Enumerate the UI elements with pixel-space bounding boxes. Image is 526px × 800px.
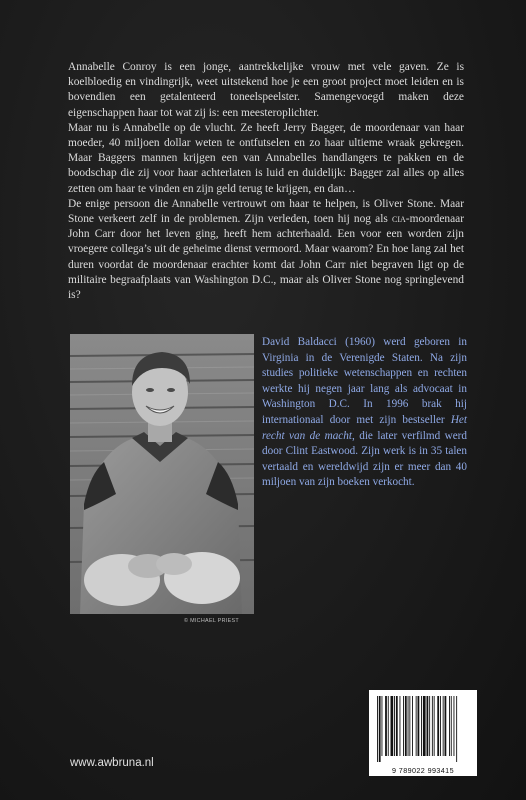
barcode-bar [454,696,455,756]
barcode-bar [394,696,395,756]
barcode-bar [388,696,389,756]
barcode-bar [391,696,394,756]
barcode-bar [377,696,378,762]
barcode-bars [369,690,477,766]
barcode-bar [379,696,381,762]
barcode-bar [445,696,447,756]
barcode-bar [456,696,457,762]
barcode-bar [434,696,435,756]
blurb-p3-end: -moordenaar John Carr door het leven ging, heeft hem achterhaald. Een voor een worden zijn vroegere collega’s uit de geheime dienst vermoord. Maar waarom? En hoe lang zal het duren voordat de moordenaar erachter komt dat John Carr niet begraven ligt op de militaire begraafplaats van Washington D.C., maar als Oliver Stone nog springlevend is? [68,213,464,302]
photo-credit: © MICHAEL PRIEST [184,618,239,624]
isbn-barcode [369,690,477,776]
barcode-bar [408,696,409,756]
author-bio [262,335,467,491]
isbn-number: 9 789022 993415 [392,766,454,775]
barcode-bar [437,696,439,756]
publisher-website: www.awbruna.nl [70,757,154,769]
author-bio-text-2: , die later verfilmd werd door Clint Eastwood. Zijn werk is in 35 talen vertaald en wereldwijd zijn er meer dan 40 miljoen van zijn boeken verkocht. [262,429,468,489]
barcode-bar [443,696,444,756]
barcode-bar [412,696,413,756]
barcode-bar [385,696,387,756]
barcode-bar [429,696,430,756]
author-bio-book-title: Het recht van de macht [262,413,467,442]
barcode-bar [449,696,450,756]
barcode-bar [421,696,422,756]
blurb-p3-start: De enige persoon die Annabelle vertrouwt om haar te helpen, is Oliver Stone. Maar Stone verkeert zelf in de problemen. Zijn verleden, toen hij nog als [68,197,464,226]
barcode-bar [418,696,420,756]
blurb-text [68,60,464,303]
barcode-bar [400,696,401,756]
barcode-bar [432,696,433,756]
barcode-bar [440,696,441,756]
blurb-paragraph-1: Annabelle Conroy is een jonge, aantrekkelijke vrouw met vele gaven. Ze is koelbloedig en vindingrijk, weet uitstekend hoe je een groot project moet leiden en is bovendien een getalenteerd toneelspeelster. Samengevoegd maken deze eigenschappen haar tot wat zij is: een meesteroplichter. [68,61,464,119]
barcode-bar [423,696,426,756]
author-bio-text-1: David Baldacci (1960) werd geboren in Virginia in de Verenigde Staten. Na zijn studies politieke wetenschappen en rechten werkte hij negen jaar lang als advocaat in Washington D.C. In 1996 brak hij internationaal door met zijn bestseller [262,336,467,426]
blurb-p3-cia: cia [392,213,406,226]
barcode-bar [405,696,407,756]
barcode-bar [451,696,452,756]
blurb-paragraph-2: Maar nu is Annabelle op de vlucht. Ze heeft Jerry Bagger, de moordenaar van haar moeder, 40 miljoen dollar weten te ontfutselen en zo haar ultieme wraak gekregen. Maar Baggers mannen krijgen een van Annabelles handlangers te pakken en de boodschap die zij voor haar achterlaten is luid en duidelijk: Bagger zal alles op alles zetten om haar te vinden en zijn geld terug te krijgen, en dan… [68,121,464,195]
barcode-bar [409,696,410,756]
author-photo [70,334,254,614]
barcode-bar [403,696,404,756]
barcode-bar [382,696,383,756]
barcode-bar [396,696,398,756]
barcode-bar [416,696,417,756]
barcode-bar [427,696,429,756]
blurb-paragraph-3 [68,197,464,303]
